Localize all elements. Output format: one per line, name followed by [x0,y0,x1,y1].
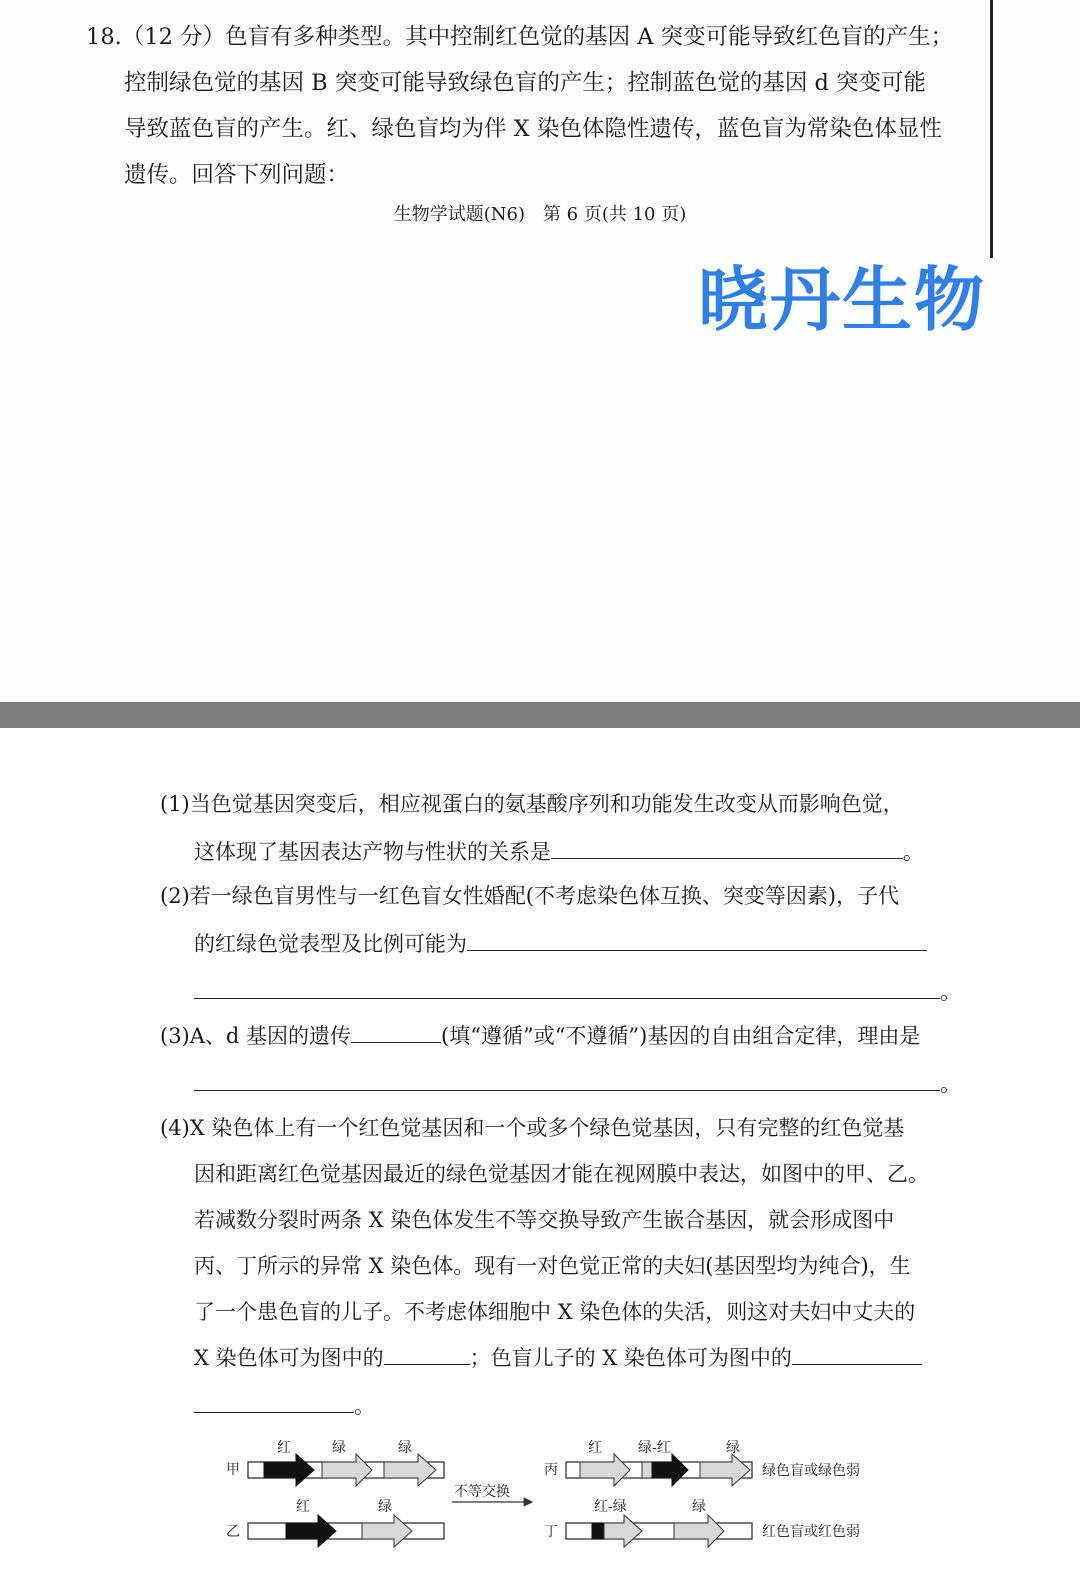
sentence-end: 。 [940,1072,961,1096]
question-line: 遗传。回答下列问题： [124,162,350,188]
label-green: 绿 [378,1499,392,1515]
chromosome-diagram [222,1430,902,1550]
green-gene-arrow [580,1454,630,1486]
chromosome-bing [566,1454,752,1486]
subquestion-4-line-7 [194,1390,994,1420]
sentence-end: 。 [903,840,924,864]
label-red: 红 [296,1499,310,1515]
subquestion-4-text: ；色盲儿子的 X 染色体可为图中的 [469,1346,792,1370]
subquestion-4-text: 若减数分裂时两条 X 染色体发生不等交换导致产生嵌合基因，就会形成图中 [194,1208,895,1232]
subquestion-4-text: 丙、丁所示的异常 X 染色体。现有一对色觉正常的夫妇(基因型均为纯合)，生 [194,1254,911,1278]
answer-blank[interactable] [792,1346,922,1365]
green-gene-arrow [700,1454,750,1486]
chimeric-red-part [592,1523,604,1539]
label-red: 红 [277,1440,291,1456]
subquestion-4-text: (4)X 染色体上有一个红色觉基因和一个或多个绿色觉基因，只有完整的红色觉基 [160,1116,905,1140]
subquestion-4-line-6 [194,1342,994,1372]
subquestion-4-line-2 [194,1158,994,1188]
subquestion-3-text: (3)A、d 基因的遗传 [160,1024,352,1048]
answer-blank[interactable] [351,1024,441,1043]
red-gene-arrow [286,1515,336,1547]
exam-page-top [0,0,1080,702]
chromosome-yi [248,1515,444,1547]
label-green: 绿 [398,1440,412,1456]
subquestion-1-text: (1)当色觉基因突变后，相应视蛋白的氨基酸序列和功能发生改变从而影响色觉， [160,792,904,816]
subquestion-2-text: 的红绿色觉表型及比例可能为 [194,932,467,956]
answer-blank[interactable] [194,980,940,999]
subquestion-4-text: 了一个患色盲的儿子。不考虑体细胞中 X 染色体的失活，则这对夫妇中丈夫的 [194,1300,916,1324]
subquestion-4-line-3 [194,1204,994,1234]
green-gene-arrow [322,1454,372,1486]
subquestion-1-line-1 [160,788,960,818]
subquestion-4-line-5 [194,1296,994,1326]
subquestion-3-line-1 [160,1020,960,1050]
chromosome-jia [248,1454,444,1486]
answer-blank[interactable] [194,1394,354,1413]
label-green: 绿 [332,1440,346,1456]
label-yi: 乙 [226,1524,240,1540]
subquestion-4-line-4 [194,1250,994,1280]
red-gene-arrow [264,1454,314,1486]
subquestion-1-text: 这体现了基因表达产物与性状的关系是 [194,840,551,864]
bing-phenotype-note: 绿色盲或绿色弱 [762,1463,860,1479]
label-green: 绿 [726,1440,740,1456]
question-line: 18.（12 分）色盲有多种类型。其中控制红色觉的基因 A 突变可能导致红色盲的产生； [86,24,954,50]
question-18-stem [86,14,986,198]
label-jia: 甲 [226,1462,240,1478]
label-red: 红 [588,1440,602,1456]
chimeric-green-part [604,1515,642,1547]
sentence-end: 。 [940,980,961,1004]
subquestion-2-line-1 [160,880,960,910]
question-line: 控制绿色觉的基因 B 突变可能导致绿色盲的产生；控制蓝色觉的基因 d 突变可能 [124,70,927,96]
green-gene-arrow [384,1454,436,1486]
subquestion-2-text: (2)若一绿色盲男性与一红色盲女性婚配(不考虑染色体互换、突变等因素)，子代 [160,884,900,908]
label-green: 绿 [692,1499,706,1515]
page-separator [0,702,1080,728]
chimeric-green-part [642,1462,652,1478]
watermark-logo: 晓丹生物 [698,259,986,341]
chimeric-red-part [652,1454,688,1486]
label-unequal-exchange: 不等交换 [454,1484,510,1500]
sentence-end: 。 [354,1394,375,1418]
subquestion-2-line-2 [194,928,994,958]
label-red-green: 红-绿 [594,1499,627,1515]
subquestion-3-text: (填“遵循”或“不遵循”)基因的自由组合定律，理由是 [441,1024,921,1048]
ding-phenotype-note: 红色盲或红色弱 [762,1524,860,1540]
answer-blank[interactable] [384,1346,470,1365]
subquestion-4-text: 因和距离红色觉基因最近的绿色觉基因才能在视网膜中表达，如图中的甲、乙。 [194,1162,929,1186]
label-green-red: 绿-红 [638,1440,671,1456]
subquestion-1-line-2 [194,836,994,866]
subquestion-3-line-2 [194,1068,994,1098]
green-gene-arrow [362,1515,412,1547]
answer-blank[interactable] [551,840,903,859]
green-gene-arrow [674,1515,724,1547]
answer-blank[interactable] [467,932,927,951]
chromosome-ding [566,1515,752,1547]
label-bing: 丙 [544,1462,558,1478]
subquestion-2-line-3 [194,976,994,1006]
page-footer: 生物学试题(N6) 第 6 页(共 10 页) [393,204,687,225]
subquestion-4-text: X 染色体可为图中的 [194,1346,384,1370]
subquestion-4-line-1 [160,1112,960,1142]
answer-blank[interactable] [194,1072,940,1091]
label-ding: 丁 [544,1524,558,1540]
question-line: 导致蓝色盲的产生。红、绿色盲均为伴 X 染色体隐性遗传，蓝色盲为常染色体显性 [124,116,942,142]
